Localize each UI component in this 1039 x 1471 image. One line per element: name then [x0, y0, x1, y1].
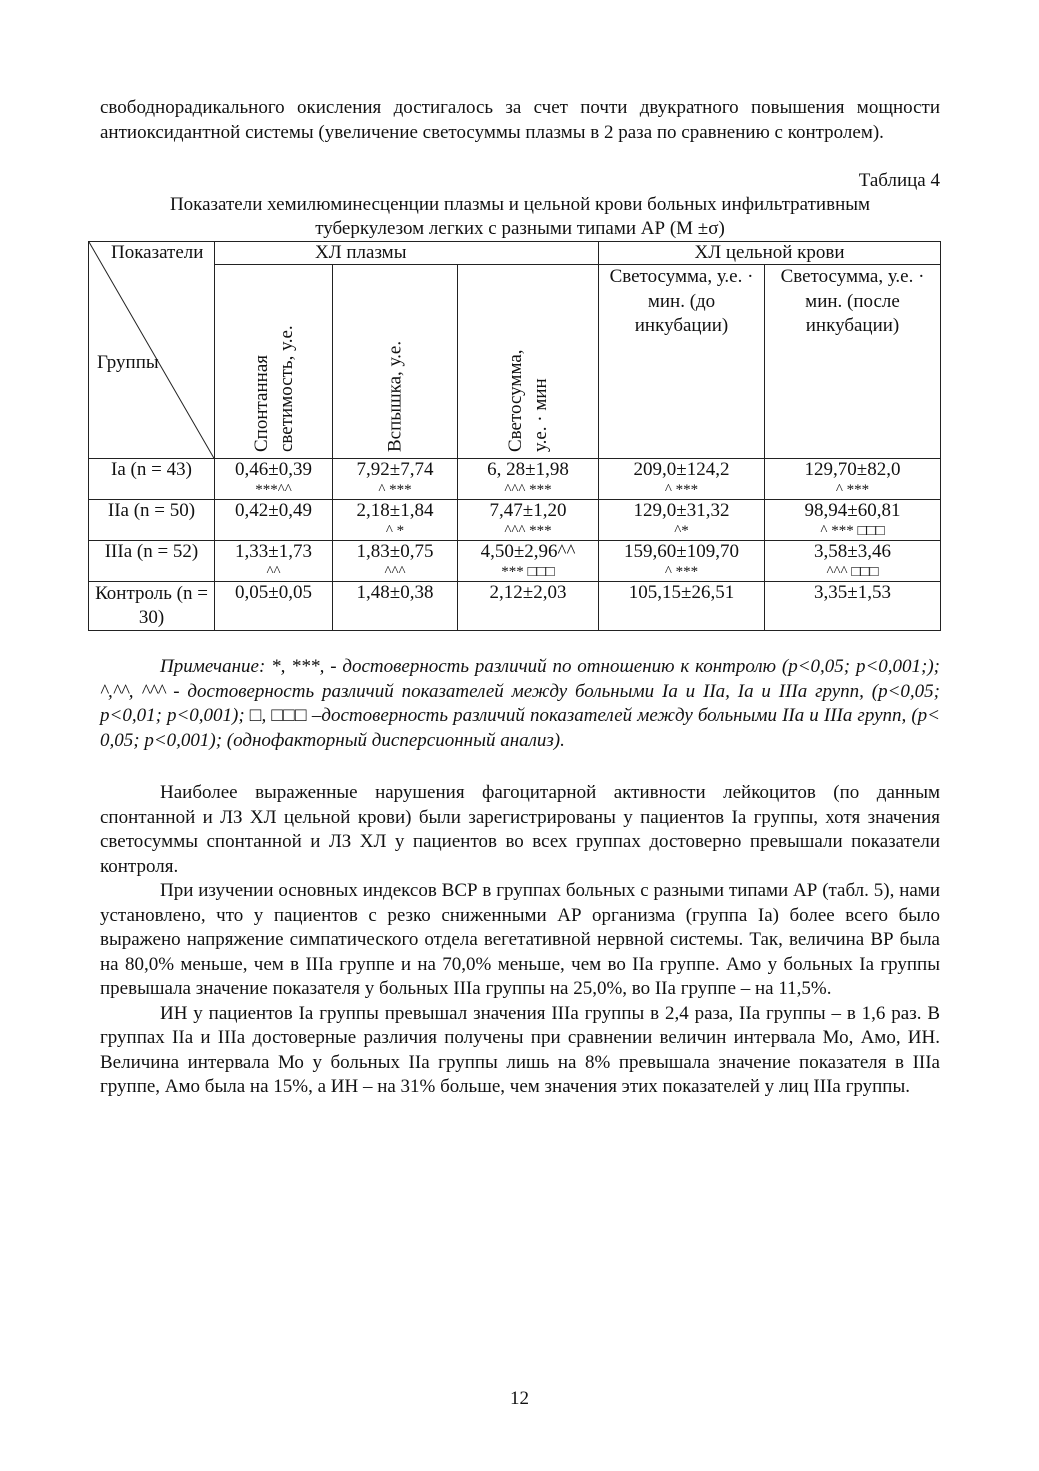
table-cell: 2,18±1,84 ^ *	[333, 500, 458, 541]
table-cell: 7,47±1,20 ^^^ ***	[458, 500, 599, 541]
table-cell: 129,0±31,32 ^*	[599, 500, 765, 541]
document-page	[95, 96, 940, 1100]
table-cell: 98,94±60,81 ^ *** □□□	[765, 500, 941, 541]
table-cell: 2,12±2,03	[458, 582, 599, 631]
col-header-lightsum-plasma: Светосумма, у.е. · мин	[458, 265, 599, 459]
body-paragraph: При изучении основных индексов ВСР в группах больных с разными типами АР (табл. 5), нами установлено, что у пациентов с резко сниженными АР организма (группа Ia) более всего было выражено напряжение симпатического отдела вегетативной нервной системы. Так, величина ВР была на 80,0% меньше, чем в IIIa группе и на 70,0% меньше, чем во IIa группе. Амо у больных Ia группы превышала значение показателя у больных IIIa группы на 25,0%, во IIa группе – на 11,5%.	[100, 880, 940, 999]
table-cell: 0,42±0,49	[215, 500, 333, 541]
col-header-flash: Вспышка, у.е.	[333, 265, 458, 459]
header-whole-blood-cl: ХЛ цельной крови	[599, 242, 941, 265]
table-cell: 3,58±3,46 ^^^ □□□	[765, 541, 941, 582]
table-note: Примечание: *, ***, - достоверность различий по отношению к контролю (p<0,05; p<0,001;); ^,^^, ^^^ - достоверность различий показателей между больными Ia и IIa, Ia и IIIa групп, (p<0,05; p<0,01; p<0,001); □, □□□ –достоверность различий показателей между больными IIa и IIIa групп, (p< 0,05; p<0,001); (однофакторный дисперсионный анализ).	[100, 656, 940, 751]
row-group-label: IIIa (n = 52)	[89, 541, 215, 582]
corner-header-groups: Группы	[97, 352, 159, 373]
corner-diagonal-line	[89, 242, 215, 460]
table-cell: 129,70±82,0 ^ ***	[765, 459, 941, 500]
col-header-lightsum-before: Светосумма, у.е. · мин. (до инкубации)	[599, 265, 765, 459]
col-header-spontaneous: Спонтанная светимость, у.е.	[215, 265, 333, 459]
table-corner-cell	[89, 242, 215, 459]
table-cell: 105,15±26,51	[599, 582, 765, 631]
table-cell: 159,60±109,70 ^ ***	[599, 541, 765, 582]
intro-paragraph: свободнорадикального окисления достигалось за счет почти двукратного повышения мощности антиоксидантной системы (увеличение светосуммы плазмы в 2 раза по сравнению с контролем).	[100, 97, 940, 143]
corner-header-indicators: Показатели	[111, 242, 204, 263]
table-cell: 7,92±7,74 ^ ***	[333, 459, 458, 500]
table-row	[89, 582, 941, 631]
row-group-label: IIa (n = 50)	[89, 500, 215, 541]
table-cell: 0,46±0,39 ***^^	[215, 459, 333, 500]
table-cell: 1,48±0,38	[333, 582, 458, 631]
table-cell: 1,83±0,75 ^^^	[333, 541, 458, 582]
table-caption-line2: туберкулезом легких с разными типами АР (М ±σ)	[315, 218, 725, 239]
col-header-lightsum-after: Светосумма, у.е. · мин. (после инкубации)	[765, 265, 941, 459]
table-row	[89, 541, 941, 582]
body-paragraph: Наиболее выраженные нарушения фагоцитарной активности лейкоцитов (по данным спонтанной и ЛЗ ХЛ цельной крови) были зарегистрированы у пациентов Ia группы, хотя значения светосуммы спонтанной и ЛЗ ХЛ у пациентов во всех группах достоверно превышали показатели контроля.	[100, 782, 940, 877]
table-cell: 6, 28±1,98 ^^^ ***	[458, 459, 599, 500]
chemiluminescence-table	[88, 241, 941, 631]
table-cell: 0,05±0,05	[215, 582, 333, 631]
table-row	[89, 459, 941, 500]
row-group-label: Контроль (n = 30)	[89, 582, 215, 631]
table-label: Таблица 4	[858, 170, 940, 191]
table-cell: 3,35±1,53	[765, 582, 941, 631]
table-cell: 4,50±2,96^^ *** □□□	[458, 541, 599, 582]
page-number: 12	[510, 1388, 529, 1409]
row-group-label: Ia (n = 43)	[89, 459, 215, 500]
table-caption-line1: Показатели хемилюминесценции плазмы и цельной крови больных инфильтративным	[169, 194, 871, 215]
table-cell: 209,0±124,2 ^ ***	[599, 459, 765, 500]
spacer	[100, 753, 940, 781]
header-plasma-cl: ХЛ плазмы	[215, 242, 599, 265]
table-row	[89, 500, 941, 541]
table-cell: 1,33±1,73 ^^	[215, 541, 333, 582]
body-paragraph: ИН у пациентов Ia группы превышал значения IIIa группы в 2,4 раза, IIa группы – в 1,6 раз. В группах IIa и IIIa достоверные различия получены при сравнении величин интервала Мо, Амо, ИН. Величина интервала Мо у больных IIa группы лишь на 8% превышала значение показателя в IIIa группе, Амо была на 15%, а ИН – на 31% больше, чем значения этих показателей у лиц IIIa группы.	[100, 1002, 940, 1097]
